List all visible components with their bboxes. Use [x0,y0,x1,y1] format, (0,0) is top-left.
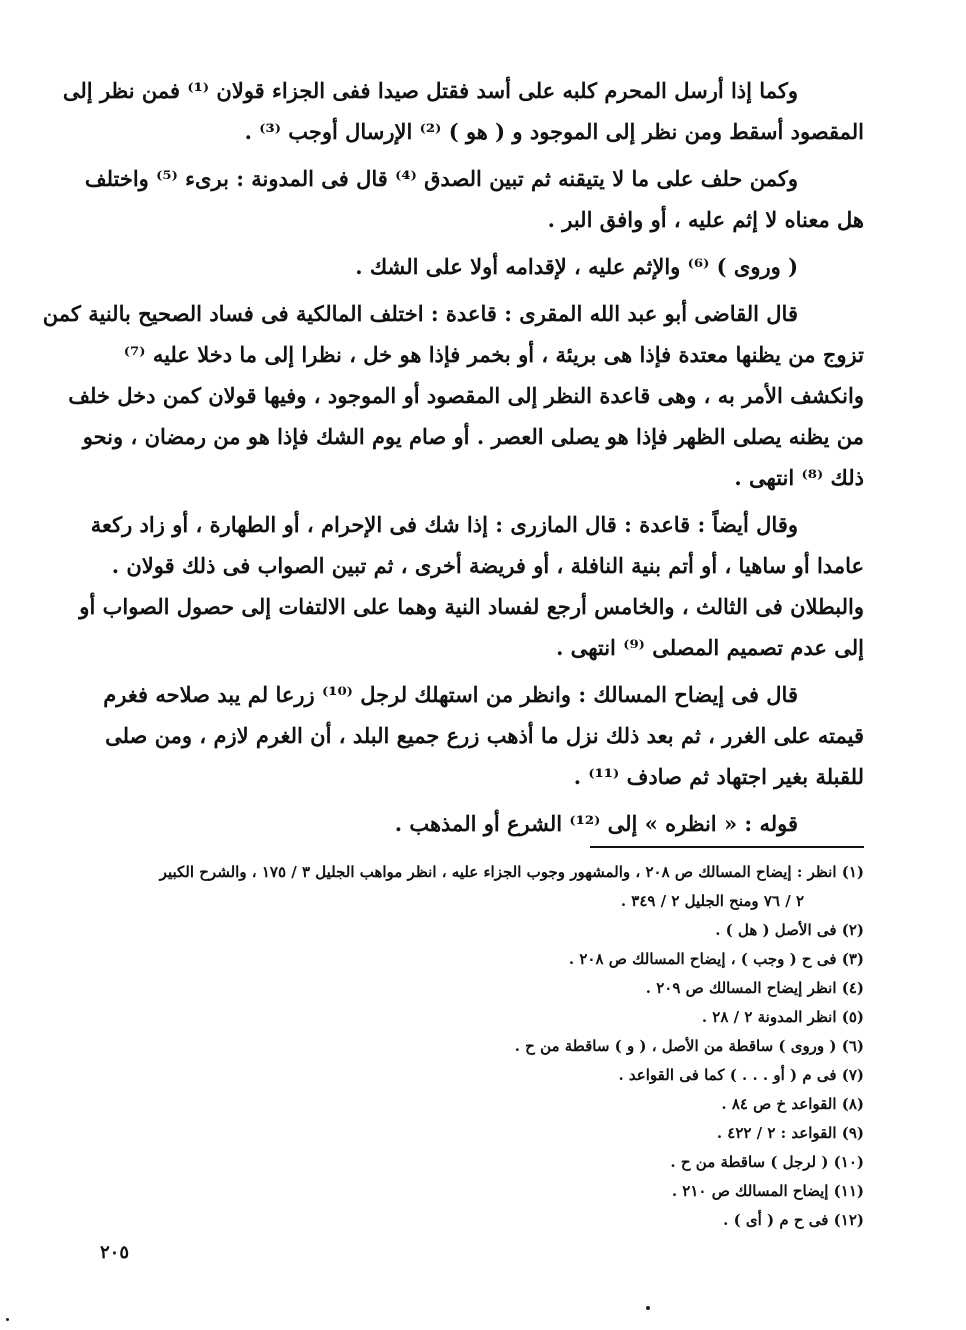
footnote: (٥) انظر المدونة ٢ / ٢٨ . [701,1008,864,1026]
text-line: وقال أيضاً : قاعدة : قال المازرى : إذا شك فى الإحرام ، أو الطهارة ، أو زاد ركعة [90,512,798,537]
text-line: وكمن حلف على ما لا يتيقنه ثم تبين الصدق ⁽⁴⁾ قال فى المدونة : برىء ⁽⁵⁾ واختلف [84,166,798,191]
text-line: والبطلان فى الثالث ، والخامس أرجع لفساد النية وهما على الالتفات إلى حصول الصواب أو [79,594,864,619]
paragraph [79,504,864,668]
text-line: ذلك ⁽⁸⁾ انتهى . [734,465,864,490]
text-line: وكما إذا أرسل المحرم كلبه على أسد فقتل صيدا ففى الجزاء قولان ⁽¹⁾ فمن نظر إلى [62,78,798,103]
text-line: وانكشف الأمر به ، وهى قاعدة النظر إلى المقصود أو الموجود ، وفيها قولان كمن دخل خلف [68,383,864,408]
text-line: للقبلة بغير اجتهاد ثم صادف ⁽¹¹⁾ . [573,764,864,789]
text-line: تزوج من يظنها معتدة فإذا هى بريئة ، أو بخمر فإذا هو خل ، نظرا إلى ما دخلا عليه ⁽⁷⁾ [123,342,864,367]
footnote: (٦) ( وروى ) ساقطة من الأصل ، ( و ) ساقطة من ح . [514,1037,864,1055]
footnote: (٩) القواعد : ٢ / ٤٢٢ . [716,1124,864,1142]
paragraph [62,70,864,152]
footnote: (١٠) ( لرجل ) ساقطة من ح . [670,1153,864,1171]
footnote-continuation: ٢ / ٧٦ ومنح الجليل ٢ / ٣٤٩ . [620,892,804,910]
paragraph [96,246,864,287]
page-number: ٢٠٥ [100,1242,130,1263]
text-line: قيمته على الغرر ، ثم بعد ذلك نزل ما أذهب زرع جميع البلد ، أن الغرم لازم ، ومن صلى [105,723,864,748]
text-line: المقصود أسقط ومن نظر إلى الموجود و ( هو ) ⁽²⁾ الإرسال أوجب ⁽³⁾ . [244,119,864,144]
footnote: (١١) إيضاح المسالك ص ٢١٠ . [671,1182,864,1200]
main-text [42,70,864,850]
footnote-separator [590,846,864,848]
text-line: عامدا أو ساهيا ، أو أتم بنية النافلة ، أو فريضة أخرى ، ثم تبين الصواب فى ذلك قولان . [111,553,864,578]
footnote: (٤) انظر إيضاح المسالك ص ٢٠٩ . [645,979,864,997]
text-line: إلى عدم تصميم المصلى ⁽⁹⁾ انتهى . [556,635,864,660]
paragraph [84,158,864,240]
paragraph [96,674,864,797]
text-line: من يظنه يصلى الظهر فإذا هو يصلى العصر . أو صام يوم الشك فإذا هو من رمضان ، ونحو [82,424,864,449]
paragraph [96,803,864,844]
footnotes [96,858,864,1235]
scan-speck [6,1318,9,1321]
footnote: (١) انظر : إيضاح المسالك ص ٢٠٨ ، والمشهور وجوب الجزاء عليه ، انظر مواهب الجليل ٣ / ١٧٥ ، والشرح الكبير [159,863,864,881]
scan-speck [646,1306,650,1310]
text-line: قوله : « انظره » إلى ⁽¹²⁾ الشرع أو المذهب . [394,811,798,836]
footnote: (٣) فى ح ( وجب ) ، إيضاح المسالك ص ٢٠٨ . [568,950,864,968]
text-line: قال القاضى أبو عبد الله المقرى : قاعدة : اختلف المالكية فى فساد الصحيح بالنية كمن [42,301,798,326]
footnote: (٢) فى الأصل ( هل ) . [715,921,864,939]
text-line: هل معناه لا إثم عليه ، أو وافق البر . [547,207,864,232]
footnote: (٧) فى م ( أو . . . ) كما فى القواعد . [618,1066,864,1084]
text-line: قال فى إيضاح المسالك : وانظر من استهلك لرجل ⁽¹⁰⁾ زرعا لم يبد صلاحه فغرم [103,682,798,707]
text-line: ( وروى ) ⁽⁶⁾ والإثم عليه ، لإقدامه أولا على الشك . [355,254,798,279]
footnote: (٨) القواعد خ ص ٨٤ . [721,1095,864,1113]
paragraph [42,293,864,498]
footnote: (١٢) فى ح م ( أى ) . [723,1211,864,1229]
